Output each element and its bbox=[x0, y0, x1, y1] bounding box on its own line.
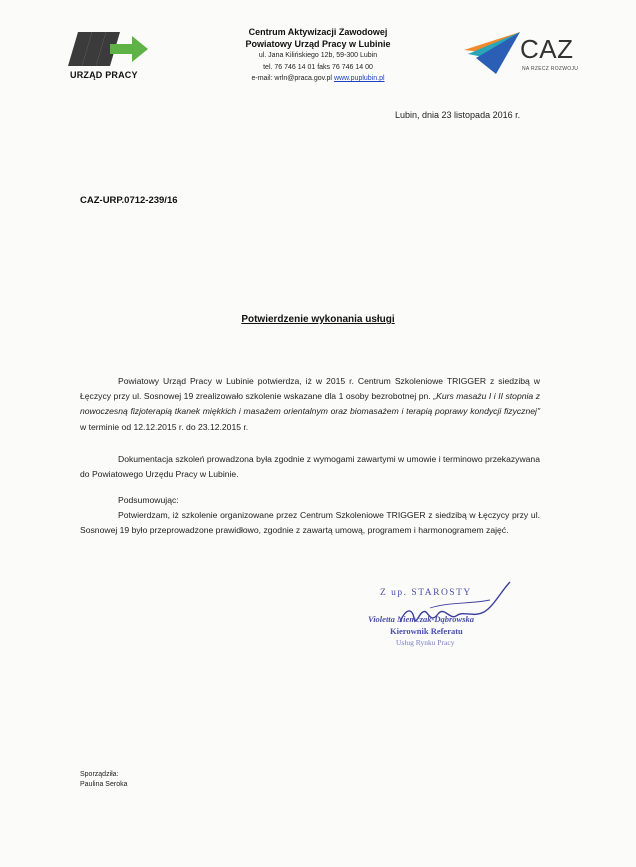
letter-date: Lubin, dnia 23 listopada 2016 r. bbox=[395, 110, 521, 120]
org-website-link[interactable]: www.puplubin.pl bbox=[333, 75, 385, 82]
paragraph-confirmation bbox=[80, 374, 540, 435]
paragraph-confirmation-text-b: w terminie od 12.12.2015 r. do 23.12.2015 r. bbox=[80, 421, 249, 432]
prepared-by-name: Paulina Seroka bbox=[80, 781, 128, 788]
summary-body: Potwierdzam, iż szkolenie organizowane przez Centrum Szkoleniowe TRIGGER z siedzibą w Łęczycy przy ul. Sosnowej 19 było przeprowadzone prawidłowo, zgodnie z zawartą umową, programem i harmonogramem zajęć. bbox=[80, 510, 540, 536]
stamp-line1: Z up. STAROSTY bbox=[380, 588, 472, 598]
org-address: ul. Jana Kilińskiego 12b, 59-300 Lubin bbox=[258, 52, 378, 59]
stamp-signatory-name: Violetta Niemczak-Dąbrowska bbox=[368, 614, 475, 624]
prepared-by-label: Sporządziła: bbox=[80, 771, 119, 778]
course-name: „Kurs masażu I i II stopnia z nowoczesną fizjoterapią tkanek miękkich i masażem orientalnym oraz biomasażem i terapią poprawy kondycji fizycznej" bbox=[80, 391, 540, 417]
org-phone: tel. 76 746 14 01 faks 76 746 14 00 bbox=[263, 63, 373, 71]
prepared-by bbox=[80, 770, 127, 790]
paragraph-documentation: Dokumentacja szkoleń prowadzona była zgodnie z wymogami zawartymi w umowie i terminowo przekazywana do Powiatowego Urzędu Pracy w Lubinie. bbox=[80, 454, 540, 480]
caz-logo bbox=[462, 28, 592, 78]
stamp-position: Kierownik Referatu bbox=[390, 626, 463, 636]
org-contact-line bbox=[198, 73, 438, 85]
org-name-line2: Powiatowy Urząd Pracy w Lubinie bbox=[245, 38, 391, 49]
urzad-pracy-logo-icon bbox=[56, 26, 152, 72]
urzad-pracy-logo-text: URZĄD PRACY bbox=[70, 70, 138, 80]
caz-logo-text: CAZ bbox=[520, 34, 574, 64]
urzad-pracy-logo bbox=[56, 26, 152, 86]
signature-stamp bbox=[360, 578, 530, 658]
paragraph-confirmation-text-a: Powiatowy Urząd Pracy w Lubinie potwierdza, iż w 2015 r. Centrum Szkoleniowe TRIGGER z siedzibą w Łęczycy przy ul. Sosnowej 19 zrealizowało szkolenie wskazane dla 1 osoby bezrobotnej pn. bbox=[80, 376, 540, 402]
stamp-department: Usług Rynku Pracy bbox=[396, 638, 455, 647]
org-name-line1: Centrum Aktywizacji Zawodowej bbox=[248, 27, 388, 37]
organization-header bbox=[198, 27, 438, 85]
letter-title: Potwierdzenie wykonania usługi bbox=[241, 314, 395, 325]
caz-logo-icon bbox=[462, 28, 522, 78]
reference-number: CAZ-URP.0712-239/16 bbox=[80, 195, 178, 206]
summary-label: Podsumowując: bbox=[118, 495, 179, 505]
caz-logo-subtext: NA RZECZ ROZWOJU bbox=[522, 66, 579, 72]
paragraph-summary bbox=[80, 493, 540, 539]
org-email: e-mail: wrln@praca.gov.pl bbox=[251, 75, 332, 82]
